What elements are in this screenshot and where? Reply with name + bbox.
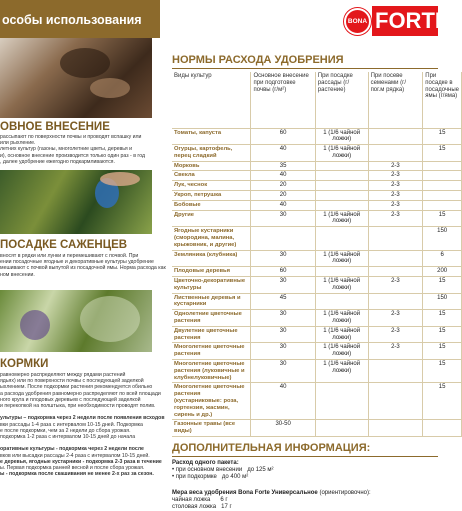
text-line: мешивают с почвой выпутой из посадочной ямы. Норма расхода как (0, 265, 166, 272)
feeding-photo (0, 290, 152, 352)
table-header-row (172, 72, 462, 128)
weight-title: Мера веса удобрения Bona Forte Универсальное (172, 490, 318, 496)
text-line: ядьях) или по поверхности почвы с последующей заделкой (0, 378, 144, 385)
rate-cell-base: 30-50 (251, 420, 315, 437)
crop-name-cell: Другие (172, 210, 251, 227)
text-line: летних культур (газоны, многолетние цветы, деревья и (0, 146, 133, 153)
rate-cell-sowing (368, 145, 423, 162)
crop-name-cell: Бобовые (172, 200, 251, 210)
rate-cell-pit: 150 (423, 227, 462, 250)
table-row (172, 360, 462, 383)
rate-cell-pit: 150 (423, 293, 462, 310)
consumption-value: до 400 м² (221, 474, 249, 480)
norms-title: НОРМЫ РАСХОДА УДОБРЕНИЯ (172, 54, 344, 66)
crop-name-cell: Многолетние цветочные растения (172, 343, 251, 360)
text-line: ении посадочные ягодные и декоративные культуры удобрение (0, 259, 154, 266)
rate-cell-sowing (368, 250, 423, 267)
text-line: е после подкормки, чем за 2 недели до сбора урожая. (0, 427, 131, 434)
rate-cell-seedling: 1 (1/6 чайной ложки) (315, 128, 368, 145)
rate-cell-base: 45 (251, 293, 315, 310)
rate-cell-sowing: 2-3 (368, 161, 423, 171)
table-row (172, 161, 462, 171)
crop-name-cell: Морковь (172, 161, 251, 171)
text-line: оративные культуры - подкормка через 2 недели после (0, 446, 144, 453)
table-row (172, 267, 462, 277)
rate-cell-seedling: 1 (1/6 чайной ложки) (315, 210, 368, 227)
consumption-label: при основном внесении (175, 467, 243, 473)
column-header: Виды культур (172, 72, 251, 128)
table-row (172, 171, 462, 181)
weight-block (172, 490, 371, 511)
rate-cell-base: 30 (251, 210, 315, 227)
rate-cell-pit: 15 (423, 128, 462, 145)
rate-cell-pit (423, 181, 462, 191)
text-line: ыхлением. После подкормки растения рекомендуется обильно (0, 384, 153, 391)
consumption-row: • при основном внесении до 125 м² (172, 467, 274, 473)
weight-value: 17 г (221, 504, 232, 510)
text-line: ы. Первая подкормка ранней весной и после сбора урожая. (0, 465, 145, 472)
rate-cell-sowing (368, 293, 423, 310)
rate-cell-pit: 15 (423, 145, 462, 162)
section-title-base: ОВНОЕ ВНЕСЕНИЕ (0, 121, 110, 133)
rate-cell-pit: 6 (423, 250, 462, 267)
table-row (172, 326, 462, 343)
rate-cell-pit: 15 (423, 277, 462, 294)
rate-cell-seedling: 1 (1/6 чайной ложки) (315, 250, 368, 267)
crop-name-cell: Плодовые деревья (172, 267, 251, 277)
crop-name-cell: Двулетние цветочные растения (172, 326, 251, 343)
consumption-value: до 125 м² (247, 467, 274, 473)
text-line: вносят в рядки или лунки и перемешивают с почвой. При (0, 253, 139, 259)
rate-cell-pit: 200 (423, 267, 462, 277)
weight-note: (ориентировочно): (319, 490, 371, 496)
section-text-base (0, 134, 160, 165)
column-header: При посеве семенами (г/ пог.м рядка) (368, 72, 423, 128)
table-row (172, 293, 462, 310)
weight-label: чайная ложка (172, 497, 211, 503)
rate-cell-sowing (368, 267, 423, 277)
consumption-title: Расход одного пакета: (172, 460, 239, 466)
rate-cell-pit (423, 420, 462, 437)
rate-cell-sowing (368, 420, 423, 437)
table-row (172, 343, 462, 360)
rate-cell-sowing: 2-3 (368, 310, 423, 327)
text-line: , далее удобрение ежегодно подкармливаются. (0, 158, 115, 165)
consumption-label: при подкормке (175, 474, 217, 480)
crop-name-cell: Однолетние цветочные растения (172, 310, 251, 327)
crop-name-cell: Укроп, петрушка (172, 191, 251, 201)
text-line: а расхода удобрения равномерно распределяют по всей площади (0, 390, 161, 397)
rate-cell-sowing: 2-3 (368, 210, 423, 227)
text-line: ном внесении. (0, 271, 35, 278)
rate-cell-sowing (368, 360, 423, 383)
rate-cell-pit: 15 (423, 310, 462, 327)
consumption-row: • при подкормке до 400 м² (172, 474, 249, 480)
text-line: подкормка 1-2 раза с интервалом 10-15 дней до начала (0, 434, 136, 441)
crop-name-cell: Свекла (172, 171, 251, 181)
rate-cell-pit (423, 161, 462, 171)
text-line: ного круга и плодовых деревьев с последующей заделкой (0, 396, 141, 403)
crop-name-cell: Лиственные деревья и кустарники (172, 293, 251, 310)
text-line: или рыхление. (0, 140, 36, 147)
table-row (172, 181, 462, 191)
rate-cell-sowing: 2-3 (368, 191, 423, 201)
rate-cell-base: 30 (251, 310, 315, 327)
norms-table (172, 72, 462, 437)
rate-cell-pit: 15 (423, 210, 462, 227)
rate-cell-base: 40 (251, 145, 315, 162)
rate-cell-seedling: 1 (1/6 чайной ложки) (315, 326, 368, 343)
rate-cell-base: 40 (251, 383, 315, 420)
table-row (172, 277, 462, 294)
rate-cell-base (251, 227, 315, 250)
soil-photo (0, 38, 152, 118)
text-line: равномерно распределяют между рядами растений (0, 372, 126, 378)
rate-cell-seedling (315, 267, 368, 277)
text-line: вки рассады 1-4 раза с интервалом 10-15 дней. Подкормка (0, 421, 143, 428)
rate-cell-base: 40 (251, 200, 315, 210)
table-row (172, 310, 462, 327)
table-row (172, 128, 462, 145)
consumption-block (172, 460, 274, 481)
table-row (172, 200, 462, 210)
rate-cell-pit: 15 (423, 383, 462, 420)
rate-cell-pit: 15 (423, 326, 462, 343)
rate-cell-base: 30 (251, 277, 315, 294)
text-line: е деревья, ягодные кустарники - подкормка 2-3 раза в течение (0, 458, 162, 465)
crop-name-cell: Ягодные кустарники (смородина, малина, крыжовник, и другие) (172, 227, 251, 250)
rate-cell-seedling: 1 (1/6 чайной ложки) (315, 343, 368, 360)
table-row (172, 145, 462, 162)
logo-wordmark: FORTE (372, 6, 438, 36)
rate-cell-pit (423, 171, 462, 181)
crop-name-cell: Томаты, капуста (172, 128, 251, 145)
brand-logo (342, 0, 450, 40)
table-row (172, 210, 462, 227)
table-row (172, 227, 462, 250)
rate-cell-pit (423, 191, 462, 201)
rate-cell-sowing: 2-3 (368, 277, 423, 294)
logo-badge: BONA (344, 8, 371, 35)
crop-name-cell: Лук, чеснок (172, 181, 251, 191)
rate-cell-base: 60 (251, 128, 315, 145)
table-row (172, 250, 462, 267)
rate-cell-base: 35 (251, 161, 315, 171)
crop-name-cell: Земляника (клубника) (172, 250, 251, 267)
weight-title-row (172, 490, 371, 497)
crop-name-cell: Огурцы, картофель, перец сладкий (172, 145, 251, 162)
rate-cell-pit (423, 200, 462, 210)
rate-cell-seedling (315, 227, 368, 250)
text-line: ультуры – подкормка через 2 недели после появления всходов (0, 415, 165, 422)
section-title-seedlings: ПОСАДКЕ САЖЕНЦЕВ (0, 239, 128, 251)
rate-cell-base: 30 (251, 326, 315, 343)
crop-name-cell: Газонные травы (все виды) (172, 420, 251, 437)
weight-row (172, 504, 371, 511)
column-header: При посадке в посадочные ямы (г/яма) (423, 72, 462, 128)
rate-cell-sowing: 2-3 (368, 326, 423, 343)
column-header: При посадке рассады (г/растение) (315, 72, 368, 128)
rate-cell-sowing (368, 128, 423, 145)
rate-cell-sowing: 2-3 (368, 171, 423, 181)
rate-cell-sowing (368, 383, 423, 420)
rate-cell-seedling (315, 383, 368, 420)
rate-cell-pit: 15 (423, 343, 462, 360)
section-text-seedlings (0, 253, 166, 278)
page-title: особы использования (2, 13, 142, 27)
crop-name-cell: Цветочно-декоративные культуры (172, 277, 251, 294)
rate-cell-seedling (315, 181, 368, 191)
divider (172, 456, 438, 457)
rate-cell-seedling (315, 200, 368, 210)
column-header: Основное внесение при подготовке почвы (г/м²) (251, 72, 315, 128)
rate-cell-seedling (315, 171, 368, 181)
rate-cell-seedling (315, 293, 368, 310)
text-line: и перекопкой на полштыка, при необходимости проводят полив. (0, 403, 156, 410)
rate-cell-seedling (315, 191, 368, 201)
rate-cell-seedling: 1 (1/6 чайной ложки) (315, 360, 368, 383)
rate-cell-sowing: 2-3 (368, 200, 423, 210)
table-row (172, 420, 462, 437)
rate-cell-seedling: 1 (1/6 чайной ложки) (315, 310, 368, 327)
rate-cell-seedling: 1 (1/6 чайной ложки) (315, 145, 368, 162)
rate-cell-base: 30 (251, 360, 315, 383)
rate-cell-seedling (315, 420, 368, 437)
seedlings-photo (0, 170, 152, 234)
divider (172, 68, 438, 69)
table-row (172, 383, 462, 420)
section-text-feeding (0, 372, 165, 478)
rate-cell-base: 40 (251, 171, 315, 181)
rate-cell-base: 60 (251, 267, 315, 277)
rate-cell-base: 20 (251, 181, 315, 191)
crop-name-cell: Многолетние цветочные растения (кустарниковые: роза, гортензия, жасмин, сирень и др.) (172, 383, 251, 420)
rate-cell-base: 20 (251, 191, 315, 201)
header-banner (0, 0, 160, 38)
rate-cell-seedling: 1 (1/6 чайной ложки) (315, 277, 368, 294)
weight-value: 6 г (220, 497, 228, 503)
text-line: ы - подкормка после скашивания не менее 2-х раз за сезон. (0, 471, 154, 478)
rate-cell-base: 30 (251, 343, 315, 360)
rate-cell-sowing (368, 227, 423, 250)
rate-cell-pit: 15 (423, 360, 462, 383)
info-title: ДОПОЛНИТЕЛЬНАЯ ИНФОРМАЦИЯ: (172, 442, 371, 454)
text-line: рассыпают по поверхности почвы и проводят вспашку или (0, 134, 142, 140)
weight-label: столовая ложка (172, 504, 217, 510)
weight-row (172, 497, 371, 504)
rate-cell-sowing: 2-3 (368, 181, 423, 191)
crop-name-cell: Многолетние цветочные растения (луковичные и клубнелуковичные) (172, 360, 251, 383)
rate-cell-sowing: 2-3 (368, 343, 423, 360)
table-row (172, 191, 462, 201)
text-line: и), основное внесение производится только один раз - в год (0, 152, 145, 159)
rate-cell-base: 30 (251, 250, 315, 267)
section-title-feeding: КОРМКИ (0, 358, 49, 370)
text-line: вков или высадки рассады 2-4 раза с интервалом 10-15 дней. (0, 452, 150, 459)
rate-cell-seedling (315, 161, 368, 171)
